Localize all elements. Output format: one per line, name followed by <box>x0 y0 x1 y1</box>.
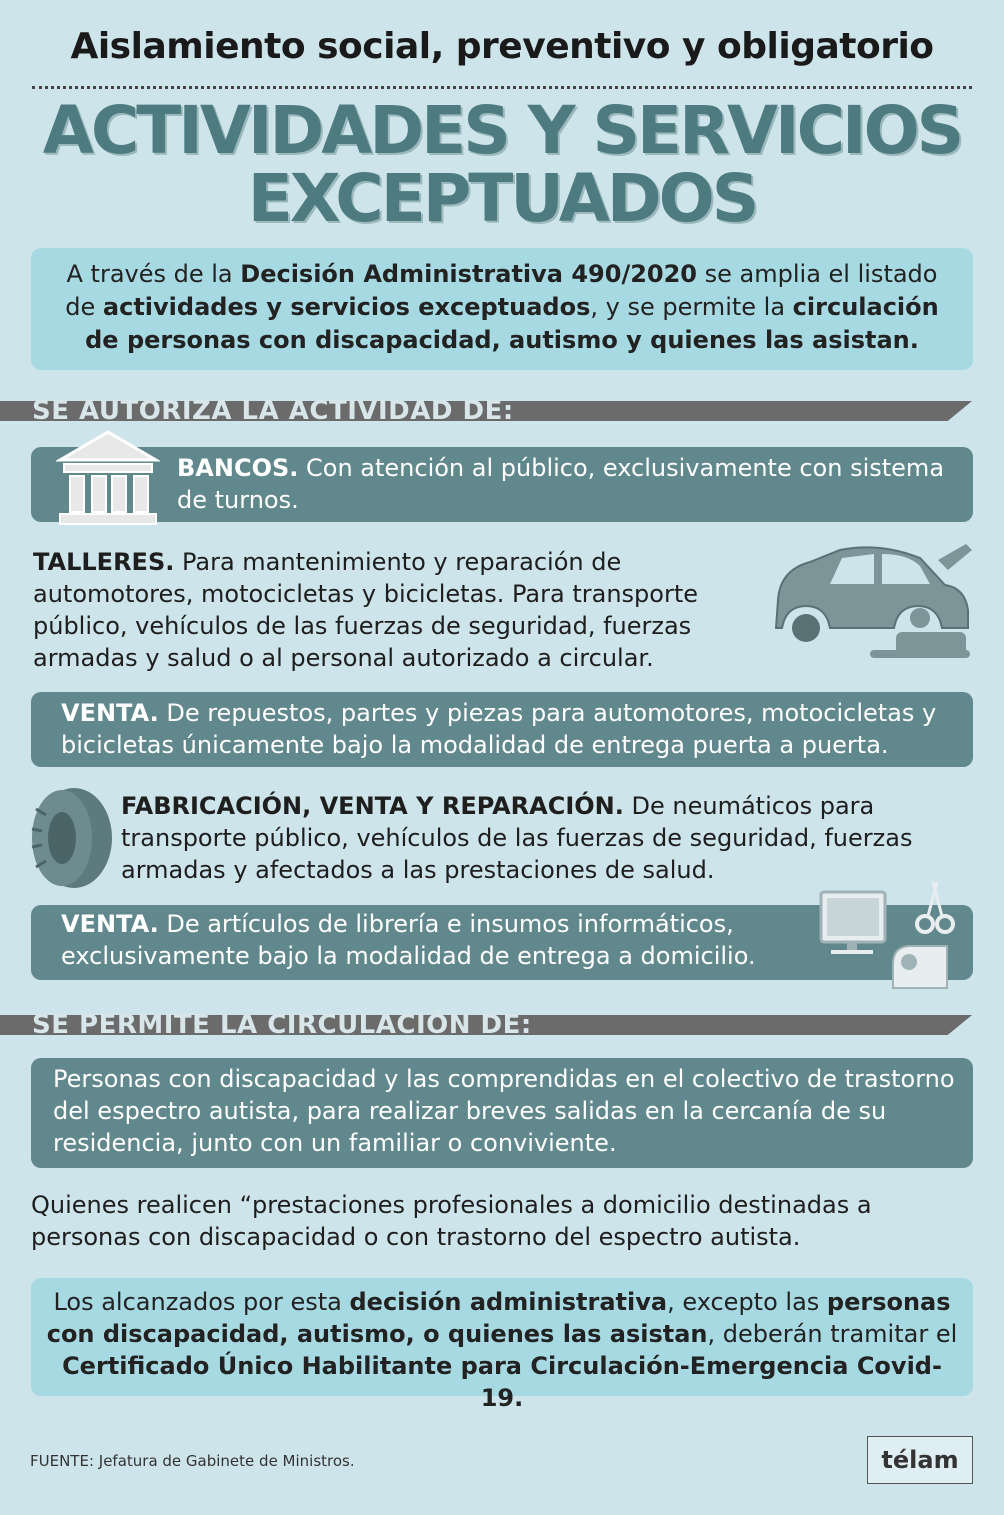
intro-activities: actividades y servicios exceptuados <box>102 293 591 321</box>
tire-icon <box>28 785 114 891</box>
item-venta-repuestos-desc: De repuestos, partes y piezas para automotores, motocicletas y bicicletas únicamente bajo la modalidad de entrega puerta a puerta. <box>61 699 937 759</box>
intro-text <box>51 258 953 357</box>
closing-decision: decisión administrativa <box>349 1288 668 1316</box>
closing-box <box>31 1278 973 1412</box>
intro-part1: A través de la <box>66 260 241 288</box>
item-talleres-desc: Para mantenimiento y reparación de automotores, motocicletas y bicicletas. Para transporte público, vehículos de las fuerzas de seguridad, fuerzas armadas y salud o al personal autorizado a circular. <box>33 548 699 672</box>
dotted-divider <box>32 86 972 89</box>
item-venta-libreria-text <box>61 908 821 972</box>
closing-part3: , deberán tramitar el <box>707 1320 958 1348</box>
item-bancos-box <box>31 447 973 522</box>
circulation-item1-text: Personas con discapacidad y las comprendidas en el colectivo de trastorno del espectro autista, para realizar breves salidas en la cercanía de su residencia, junto con un familiar o conviviente. <box>53 1065 955 1157</box>
intro-box <box>31 248 973 370</box>
closing-text <box>31 1278 973 1422</box>
page-title-line2: EXCEPTUADOS <box>247 160 757 237</box>
section-banner-circulation: SE PERMITE LA CIRCULACIÓN DE: <box>32 1010 532 1040</box>
intro-part3: , y se permite la <box>590 293 793 321</box>
item-venta-libreria-desc: De artículos de librería e insumos informáticos, exclusivamente bajo la modalidad de entrega a domicilio. <box>61 910 756 970</box>
item-talleres-lead: TALLERES. <box>33 548 175 576</box>
closing-part1: Los alcanzados por esta <box>53 1288 350 1316</box>
item-neumaticos-desc: De neumáticos para transporte público, vehículos de las fuerzas de seguridad, fuerzas armadas y afectados a las prestaciones de salud. <box>121 792 913 884</box>
item-bancos-text <box>177 452 957 516</box>
item-neumaticos-lead: FABRICACIÓN, VENTA Y REPARACIÓN. <box>121 792 624 820</box>
page-subtitle: Aislamiento social, preventivo y obligatorio <box>70 26 934 67</box>
item-neumaticos-text <box>121 790 981 886</box>
section-banner-authorized: SE AUTORIZA LA ACTIVIDAD DE: <box>32 396 514 426</box>
circulation-item1-box <box>31 1058 973 1168</box>
item-venta-repuestos-text <box>61 697 961 761</box>
intro-part2: se amplia el listado de <box>65 260 938 321</box>
item-venta-repuestos-box <box>31 692 973 767</box>
telam-logo: télam <box>867 1436 973 1484</box>
intro-circulation: circulación de personas con discapacidad, autismo y quienes las asistan. <box>85 293 939 354</box>
page-title-line1: ACTIVIDADES Y SERVICIOS <box>42 92 962 169</box>
closing-part2: , excepto las <box>667 1288 827 1316</box>
car-repair-icon <box>770 540 978 670</box>
item-bancos-desc: Con atención al público, exclusivamente con sistema de turnos. <box>177 454 945 514</box>
item-venta-libreria-lead: VENTA. <box>61 910 159 938</box>
office-supplies-icon <box>815 880 965 995</box>
source-note: FUENTE: Jefatura de Gabinete de Ministros. <box>30 1452 355 1470</box>
closing-certificate: Certificado Único Habilitante para Circulación-Emergencia Covid-19. <box>62 1352 942 1412</box>
item-talleres-text <box>33 546 753 674</box>
bank-icon <box>56 430 160 528</box>
closing-persons: personas con discapacidad, autismo, o quienes las asistan <box>46 1288 951 1348</box>
item-bancos-lead: BANCOS. <box>177 454 299 482</box>
item-venta-repuestos-lead: VENTA. <box>61 699 159 727</box>
circulation-item2-text: Quienes realicen “prestaciones profesionales a domicilio destinadas a personas con discapacidad o con trastorno del espectro autista. <box>31 1191 872 1251</box>
intro-decision: Decisión Administrativa 490/2020 <box>240 260 698 288</box>
